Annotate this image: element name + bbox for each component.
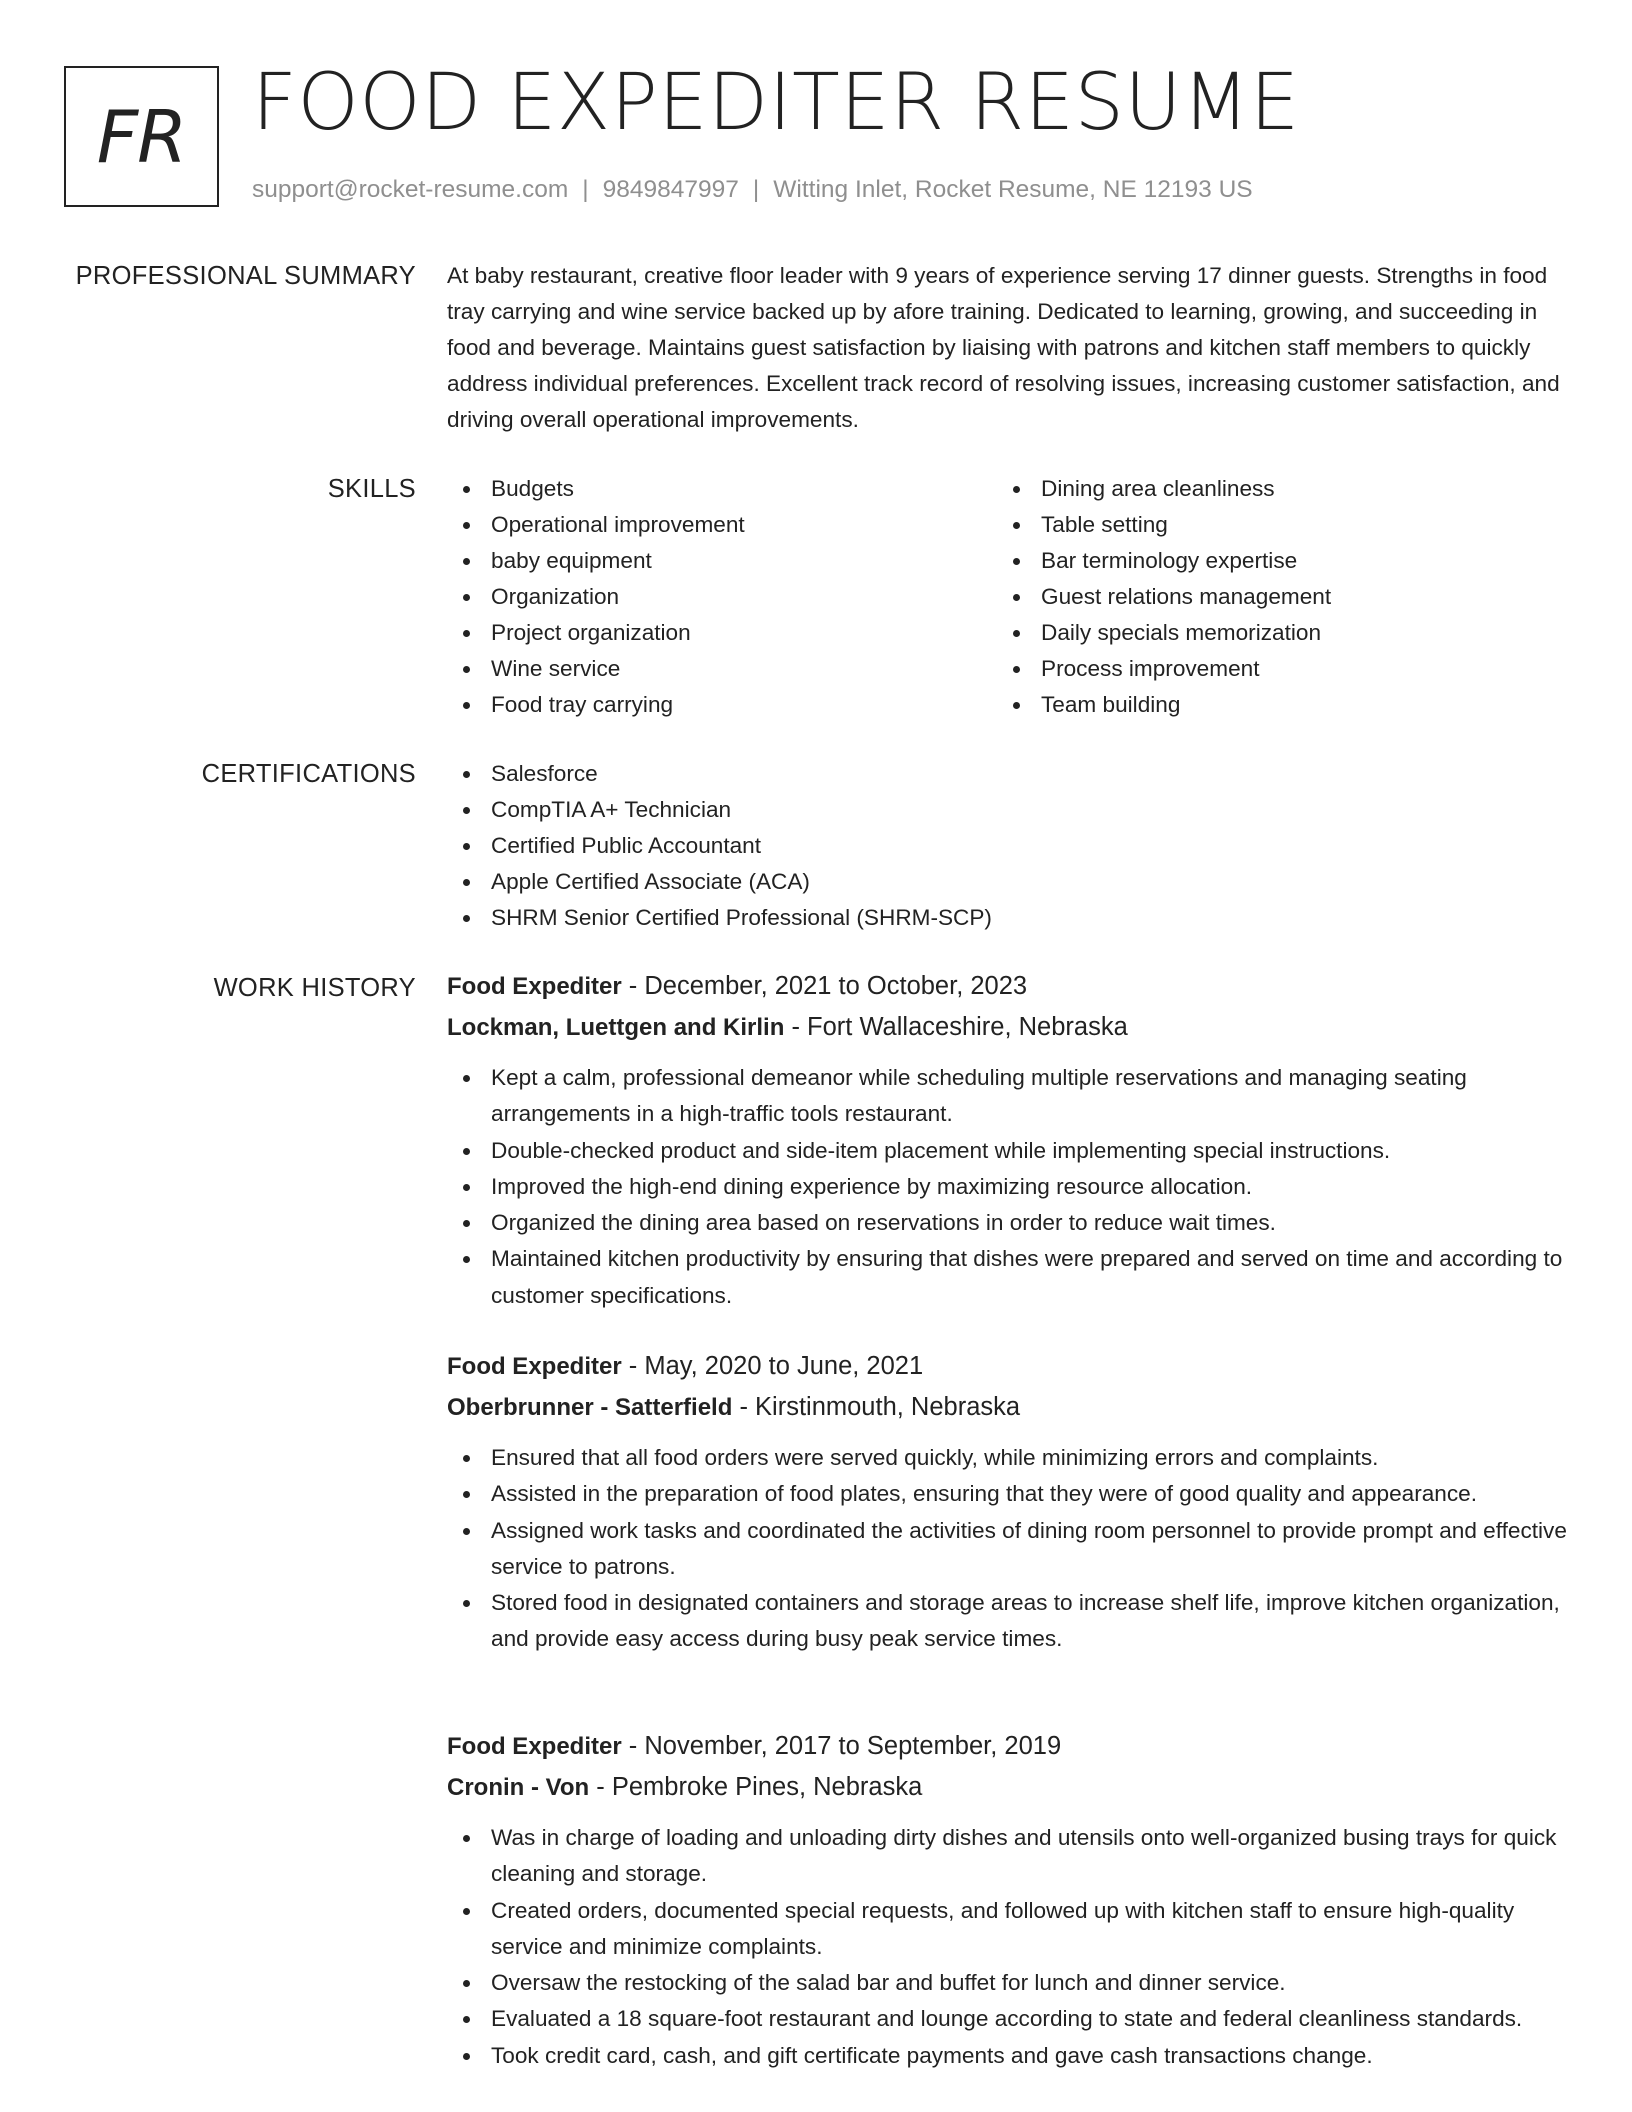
list-item: Stored food in designated containers and storage areas to increase shelf life, improve kitchen organization, and provide easy access during busy peak service times.	[447, 1585, 1567, 1658]
list-item: Guest relations management	[997, 579, 1331, 615]
list-item: Food tray carrying	[447, 687, 745, 723]
list-item: Bar terminology expertise	[997, 543, 1331, 579]
job-location: - Kirstinmouth, Nebraska	[732, 1393, 1021, 1421]
list-item: Improved the high-end dining experience by maximizing resource allocation.	[447, 1169, 1567, 1205]
list-item: Process improvement	[997, 651, 1331, 687]
list-item: Operational improvement	[447, 507, 745, 543]
skills-list-left	[447, 471, 745, 723]
job-company: Lockman, Luettgen and Kirlin	[447, 1014, 785, 1041]
job-location: - Fort Wallaceshire, Nebraska	[784, 1013, 1128, 1041]
list-item: Table setting	[997, 507, 1331, 543]
list-item: Wine service	[447, 651, 745, 687]
skills-body	[447, 471, 1567, 723]
list-item: Kept a calm, professional demeanor while scheduling multiple reservations and managing seating arrangements in a high-traffic tools restaurant.	[447, 1060, 1567, 1133]
contact-address: Witting Inlet, Rocket Resume, NE 12193 US	[773, 176, 1253, 203]
certifications-list	[447, 756, 1567, 936]
summary-text: At baby restaurant, creative floor leader with 9 years of experience serving 17 dinner guests. Strengths in food tray carrying and wine service backed up by afore training. Dedicated to learning, growing, and succeeding in food and beverage. Maintains guest satisfaction by liaising with patrons and kitchen staff members to quickly address individual preferences. Excellent track record of resolving issues, increasing customer satisfaction, and driving overall operational improvements.	[447, 263, 1560, 432]
job-title-line	[447, 966, 1567, 1007]
job-entry	[447, 966, 1567, 1314]
contact-line	[252, 174, 1253, 206]
job-dates: - May, 2020 to June, 2021	[621, 1352, 924, 1380]
job-title: Food Expediter	[447, 973, 622, 1000]
list-item: Team building	[997, 687, 1331, 723]
list-item: baby equipment	[447, 543, 745, 579]
job-company: Oberbrunner - Satterfield	[447, 1394, 733, 1421]
section-label-skills: SKILLS	[327, 475, 416, 503]
resume-title: FOOD EXPEDITER RESUME	[252, 58, 1300, 148]
list-item: SHRM Senior Certified Professional (SHRM-SCP)	[447, 900, 1567, 936]
list-item: Was in charge of loading and unloading dirty dishes and utensils onto well-organized busing trays for quick cleaning and storage.	[447, 1820, 1567, 1893]
job-title-line	[447, 1726, 1567, 1767]
list-item: Took credit card, cash, and gift certificate payments and gave cash transactions change.	[447, 2038, 1567, 2074]
job-company-line	[447, 1007, 1567, 1048]
list-item: Project organization	[447, 615, 745, 651]
list-item: Evaluated a 18 square-foot restaurant and lounge according to state and federal cleanliness standards.	[447, 2001, 1567, 2037]
contact-separator: |	[582, 176, 589, 203]
job-bullets	[447, 1440, 1567, 1658]
list-item: Daily specials memorization	[997, 615, 1331, 651]
job-dates: - November, 2017 to September, 2019	[621, 1732, 1062, 1760]
job-entry	[447, 1346, 1567, 1658]
list-item: Maintained kitchen productivity by ensuring that dishes were prepared and served on time and according to customer specifications.	[447, 1241, 1567, 1314]
job-dates: - December, 2021 to October, 2023	[621, 972, 1028, 1000]
list-item: Double-checked product and side-item placement while implementing special instructions.	[447, 1133, 1567, 1169]
list-item: Created orders, documented special requests, and followed up with kitchen staff to ensure high-quality service and minimize complaints.	[447, 1893, 1567, 1966]
certifications-body	[447, 756, 1567, 936]
list-item: Certified Public Accountant	[447, 828, 1567, 864]
list-item: Apple Certified Associate (ACA)	[447, 864, 1567, 900]
list-item: Budgets	[447, 471, 745, 507]
list-item: Organization	[447, 579, 745, 615]
contact-email[interactable]: support@rocket-resume.com	[252, 176, 569, 203]
job-title-line	[447, 1346, 1567, 1387]
list-item: Assigned work tasks and coordinated the activities of dining room personnel to provide prompt and effective service to patrons.	[447, 1513, 1567, 1586]
job-title: Food Expediter	[447, 1353, 622, 1380]
job-company-line	[447, 1387, 1567, 1428]
list-item: Organized the dining area based on reservations in order to reduce wait times.	[447, 1205, 1567, 1241]
contact-phone[interactable]: 9849847997	[602, 176, 739, 203]
list-item: Salesforce	[447, 756, 1567, 792]
skills-list-right	[997, 471, 1331, 723]
job-bullets	[447, 1060, 1567, 1314]
contact-separator: |	[752, 176, 760, 203]
list-item: Oversaw the restocking of the salad bar and buffet for lunch and dinner service.	[447, 1965, 1567, 2001]
list-item: Dining area cleanliness	[997, 471, 1331, 507]
job-company-line	[447, 1767, 1567, 1808]
job-entry	[447, 1726, 1567, 2074]
job-company: Cronin - Von	[447, 1774, 590, 1801]
list-item: Assisted in the preparation of food plates, ensuring that they were of good quality and appearance.	[447, 1476, 1567, 1512]
job-location: - Pembroke Pines, Nebraska	[589, 1773, 923, 1801]
list-item: Ensured that all food orders were served quickly, while minimizing errors and complaints.	[447, 1440, 1567, 1476]
section-label-work-history: WORK HISTORY	[213, 974, 416, 1002]
monogram-badge: FR	[64, 66, 219, 207]
job-bullets	[447, 1820, 1567, 2074]
job-title: Food Expediter	[447, 1733, 622, 1760]
list-item: CompTIA A+ Technician	[447, 792, 1567, 828]
section-label-summary: PROFESSIONAL SUMMARY	[75, 262, 416, 290]
section-label-certifications: CERTIFICATIONS	[201, 760, 416, 788]
